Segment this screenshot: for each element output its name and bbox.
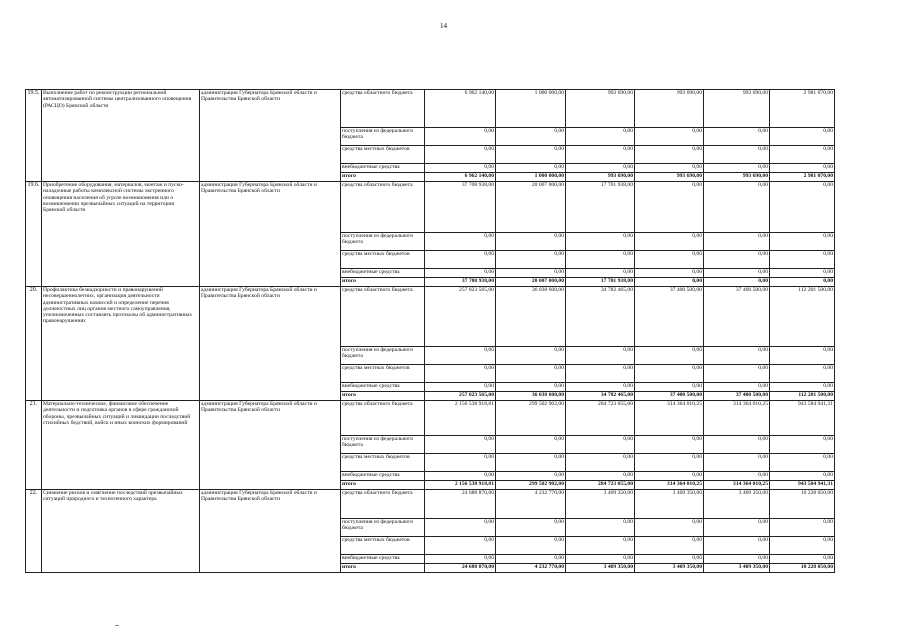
amount-total: 0,00 — [425, 365, 496, 383]
funding-source: поступления из федерального бюджета — [341, 128, 425, 146]
funding-source: поступления из федерального бюджета — [341, 233, 425, 251]
amount-year: 314 364 010,25 — [704, 481, 770, 490]
amount-year: 0,00 — [635, 436, 704, 454]
amount-year: 112 201 500,00 — [770, 287, 835, 347]
row-number: 19.6. — [26, 182, 42, 287]
amount-year: 0,00 — [635, 146, 704, 164]
funding-source: средства местных бюджетов — [341, 146, 425, 164]
amount-year: 0,00 — [704, 454, 770, 472]
amount-year: 993 690,00 — [704, 173, 770, 182]
funding-source: итого — [341, 392, 425, 401]
amount-year: 0,00 — [566, 164, 635, 173]
amount-year: 3 409 350,00 — [635, 564, 704, 573]
amount-year: 0,00 — [496, 383, 566, 392]
amount-year: 2 981 070,00 — [770, 90, 835, 128]
amount-year: 3 409 350,00 — [704, 490, 770, 519]
amount-year: 112 201 500,00 — [770, 392, 835, 401]
amount-year: 0,00 — [704, 436, 770, 454]
responsible-executor: администрация Губернатора Брянской области и Правительства Брянской области — [200, 90, 341, 182]
amount-year: 993 690,00 — [704, 90, 770, 128]
amount-year: 0,00 — [770, 537, 835, 555]
amount-year: 34 782 465,00 — [566, 287, 635, 347]
amount-year: 3 409 350,00 — [704, 564, 770, 573]
row-number: 19.5. — [26, 90, 42, 182]
amount-year: 0,00 — [566, 128, 635, 146]
measure-description: Выполнение работ по реконструкции региональной автоматизированной системы централизованного оповещения (РАСЦО) Брянской области — [42, 90, 200, 182]
amount-year: 0,00 — [566, 519, 635, 537]
table-row — [26, 90, 835, 128]
amount-year: 0,00 — [496, 472, 566, 481]
funding-source: средства областного бюджета — [341, 182, 425, 233]
funding-source: средства областного бюджета — [341, 90, 425, 128]
amount-year: 0,00 — [770, 182, 835, 233]
responsible-executor: администрация Губернатора Брянской области и Правительства Брянской области — [200, 287, 341, 401]
amount-year: 0,00 — [496, 128, 566, 146]
funding-source: итого — [341, 278, 425, 287]
funding-source: средства областного бюджета — [341, 287, 425, 347]
funding-source: внебюджетные средства — [341, 555, 425, 564]
amount-year: 20 007 000,00 — [496, 182, 566, 233]
amount-year: 10 228 050,00 — [770, 564, 835, 573]
amount-year: 0,00 — [635, 269, 704, 278]
amount-year: 0,00 — [496, 365, 566, 383]
amount-total: 257 823 565,00 — [425, 392, 496, 401]
amount-year: 993 690,00 — [635, 173, 704, 182]
amount-total: 37 708 938,00 — [425, 182, 496, 233]
funding-source: средства областного бюджета — [341, 401, 425, 436]
measure-description: Материально-техническое, финансовое обеспечение деятельности и подготовка органов в сфере гражданской обороны, чрезвычайных ситуаций и ликвидации последствий стихийных бедствий, войск и иных воинских формирований — [42, 401, 200, 490]
funding-source: внебюджетные средства — [341, 383, 425, 392]
amount-year: 0,00 — [704, 365, 770, 383]
amount-year: 34 782 465,00 — [566, 392, 635, 401]
amount-year: 0,00 — [704, 537, 770, 555]
amount-year: 0,00 — [566, 454, 635, 472]
funding-source: внебюджетные средства — [341, 472, 425, 481]
amount-year: 0,00 — [770, 555, 835, 564]
funding-source: внебюджетные средства — [341, 164, 425, 173]
table-row — [26, 182, 835, 233]
amount-year: 1 000 000,00 — [496, 90, 566, 128]
amount-total: 0,00 — [425, 383, 496, 392]
amount-year: 0,00 — [704, 128, 770, 146]
amount-year: 0,00 — [496, 251, 566, 269]
amount-year: 0,00 — [770, 128, 835, 146]
amount-year: 0,00 — [704, 146, 770, 164]
amount-year: 0,00 — [635, 454, 704, 472]
amount-year: 0,00 — [770, 383, 835, 392]
amount-year: 0,00 — [566, 251, 635, 269]
measure-description: Приобретение оборудования, материалов, монтаж и пуско-наладочные работы комплексной системы экстренного оповещения населения об угрозе возникновения или о возникновении чрезвычайных ситуаций на территории Брянской области — [42, 182, 200, 287]
amount-year: 0,00 — [704, 278, 770, 287]
funding-source: средства областного бюджета — [341, 490, 425, 519]
amount-total: 0,00 — [425, 146, 496, 164]
amount-year: 0,00 — [566, 347, 635, 365]
measure-description: Профилактика безнадзорности и правонарушений несовершеннолетних, организация деятельности административных комиссий и определение перечня должностных лиц органов местного самоуправления, уполномоченных составлять протоколы об административных правонарушениях — [42, 287, 200, 401]
amount-year: 0,00 — [635, 233, 704, 251]
amount-year: 0,00 — [496, 146, 566, 164]
amount-total: 0,00 — [425, 128, 496, 146]
responsible-executor: администрация Губернатора Брянской области и Правительства Брянской области — [200, 490, 341, 573]
amount-year: 284 723 055,00 — [566, 481, 635, 490]
amount-year: 3 409 350,00 — [566, 564, 635, 573]
amount-year: 0,00 — [704, 233, 770, 251]
amount-total: 0,00 — [425, 537, 496, 555]
amount-total: 24 688 870,00 — [425, 490, 496, 519]
amount-year: 0,00 — [566, 537, 635, 555]
amount-year: 0,00 — [635, 251, 704, 269]
amount-year: 0,00 — [770, 278, 835, 287]
amount-year: 0,00 — [704, 519, 770, 537]
funding-source: средства местных бюджетов — [341, 251, 425, 269]
amount-year: 0,00 — [496, 519, 566, 537]
amount-year: 0,00 — [566, 555, 635, 564]
responsible-executor: администрация Губернатора Брянской области и Правительства Брянской области — [200, 182, 341, 287]
amount-year: 20 007 000,00 — [496, 278, 566, 287]
amount-year: 0,00 — [566, 146, 635, 164]
amount-year: 0,00 — [770, 436, 835, 454]
amount-year: 0,00 — [635, 519, 704, 537]
amount-year: 37 400 500,00 — [704, 287, 770, 347]
amount-year: 0,00 — [566, 436, 635, 454]
funding-source: поступления из федерального бюджета — [341, 519, 425, 537]
amount-year: 0,00 — [704, 182, 770, 233]
amount-year: 0,00 — [704, 164, 770, 173]
amount-year: 993 690,00 — [566, 173, 635, 182]
amount-year: 0,00 — [496, 555, 566, 564]
amount-year: 0,00 — [704, 347, 770, 365]
row-number: 21. — [26, 401, 42, 490]
amount-year: 0,00 — [566, 472, 635, 481]
funding-source: итого — [341, 173, 425, 182]
table-row — [26, 490, 835, 519]
amount-year: 0,00 — [496, 436, 566, 454]
amount-year: 0,00 — [566, 383, 635, 392]
amount-year: 0,00 — [704, 269, 770, 278]
table-row — [26, 287, 835, 347]
amount-year: 993 690,00 — [635, 90, 704, 128]
amount-total: 0,00 — [425, 555, 496, 564]
amount-year: 4 232 770,00 — [496, 564, 566, 573]
amount-year: 284 723 055,00 — [566, 401, 635, 436]
amount-year: 0,00 — [635, 383, 704, 392]
amount-total: 2 156 538 918,81 — [425, 401, 496, 436]
amount-total: 0,00 — [425, 519, 496, 537]
amount-total: 0,00 — [425, 233, 496, 251]
amount-year: 3 409 350,00 — [635, 490, 704, 519]
amount-year: 993 690,00 — [566, 90, 635, 128]
responsible-executor: администрация Губернатора Брянской области и Правительства Брянской области — [200, 401, 341, 490]
amount-year: 0,00 — [770, 365, 835, 383]
amount-year: 314 364 010,25 — [635, 481, 704, 490]
amount-year: 3 409 350,00 — [566, 490, 635, 519]
amount-year: 17 701 938,00 — [566, 278, 635, 287]
measure-description: Снижение рисков и смягчение последствий чрезвычайных ситуаций природного и техногенного характера — [42, 490, 200, 573]
amount-year: 0,00 — [635, 472, 704, 481]
amount-year: 0,00 — [635, 164, 704, 173]
amount-total: 0,00 — [425, 454, 496, 472]
scan-mark — [115, 625, 119, 626]
amount-year: 943 584 941,31 — [770, 401, 835, 436]
amount-year: 10 228 050,00 — [770, 490, 835, 519]
amount-year: 0,00 — [566, 233, 635, 251]
amount-year: 0,00 — [566, 365, 635, 383]
amount-year: 37 400 500,00 — [635, 287, 704, 347]
amount-year: 0,00 — [704, 383, 770, 392]
amount-total: 0,00 — [425, 472, 496, 481]
amount-year: 0,00 — [496, 454, 566, 472]
amount-year: 0,00 — [496, 347, 566, 365]
amount-year: 0,00 — [635, 182, 704, 233]
amount-year: 4 232 770,00 — [496, 490, 566, 519]
amount-year: 0,00 — [770, 472, 835, 481]
amount-total: 2 156 538 918,81 — [425, 481, 496, 490]
amount-total: 0,00 — [425, 436, 496, 454]
funding-source: средства местных бюджетов — [341, 365, 425, 383]
amount-total: 0,00 — [425, 347, 496, 365]
amount-year: 314 364 010,25 — [704, 401, 770, 436]
amount-total: 0,00 — [425, 164, 496, 173]
amount-total: 257 823 565,00 — [425, 287, 496, 347]
funding-source: средства местных бюджетов — [341, 537, 425, 555]
amount-year: 0,00 — [496, 164, 566, 173]
amount-year: 0,00 — [770, 164, 835, 173]
amount-total: 0,00 — [425, 269, 496, 278]
amount-year: 299 502 902,00 — [496, 401, 566, 436]
funding-source: средства местных бюджетов — [341, 454, 425, 472]
amount-year: 0,00 — [770, 251, 835, 269]
amount-year: 0,00 — [635, 365, 704, 383]
amount-year: 37 400 500,00 — [635, 392, 704, 401]
amount-year: 0,00 — [770, 269, 835, 278]
amount-year: 37 400 500,00 — [704, 392, 770, 401]
amount-year: 0,00 — [704, 555, 770, 564]
funding-source: итого — [341, 564, 425, 573]
amount-year: 0,00 — [704, 251, 770, 269]
amount-year: 0,00 — [635, 555, 704, 564]
table-row — [26, 401, 835, 436]
amount-total: 0,00 — [425, 251, 496, 269]
amount-year: 0,00 — [635, 278, 704, 287]
amount-year: 2 981 070,00 — [770, 173, 835, 182]
amount-year: 0,00 — [635, 537, 704, 555]
page-number: 14 — [440, 22, 447, 30]
amount-year: 0,00 — [770, 146, 835, 164]
amount-year: 0,00 — [496, 269, 566, 278]
amount-year: 36 038 600,00 — [496, 392, 566, 401]
amount-year: 36 038 600,00 — [496, 287, 566, 347]
amount-year: 299 502 902,00 — [496, 481, 566, 490]
budget-table — [25, 89, 835, 573]
amount-total: 37 708 938,00 — [425, 278, 496, 287]
amount-year: 0,00 — [496, 233, 566, 251]
amount-total: 6 962 140,00 — [425, 173, 496, 182]
amount-year: 0,00 — [770, 454, 835, 472]
amount-year: 0,00 — [566, 269, 635, 278]
amount-year: 0,00 — [770, 233, 835, 251]
amount-year: 0,00 — [635, 128, 704, 146]
amount-year: 0,00 — [770, 347, 835, 365]
funding-source: поступления из федерального бюджета — [341, 347, 425, 365]
funding-source: поступления из федерального бюджета — [341, 436, 425, 454]
amount-year: 0,00 — [770, 519, 835, 537]
amount-year: 17 701 938,00 — [566, 182, 635, 233]
amount-year: 1 000 000,00 — [496, 173, 566, 182]
amount-total: 6 962 140,00 — [425, 90, 496, 128]
row-number: 22. — [26, 490, 42, 573]
amount-year: 0,00 — [704, 472, 770, 481]
row-number: 20. — [26, 287, 42, 401]
amount-year: 0,00 — [496, 537, 566, 555]
amount-total: 24 688 870,00 — [425, 564, 496, 573]
amount-year: 314 364 010,25 — [635, 401, 704, 436]
amount-year: 943 584 941,31 — [770, 481, 835, 490]
funding-source: итого — [341, 481, 425, 490]
amount-year: 0,00 — [635, 347, 704, 365]
funding-source: внебюджетные средства — [341, 269, 425, 278]
